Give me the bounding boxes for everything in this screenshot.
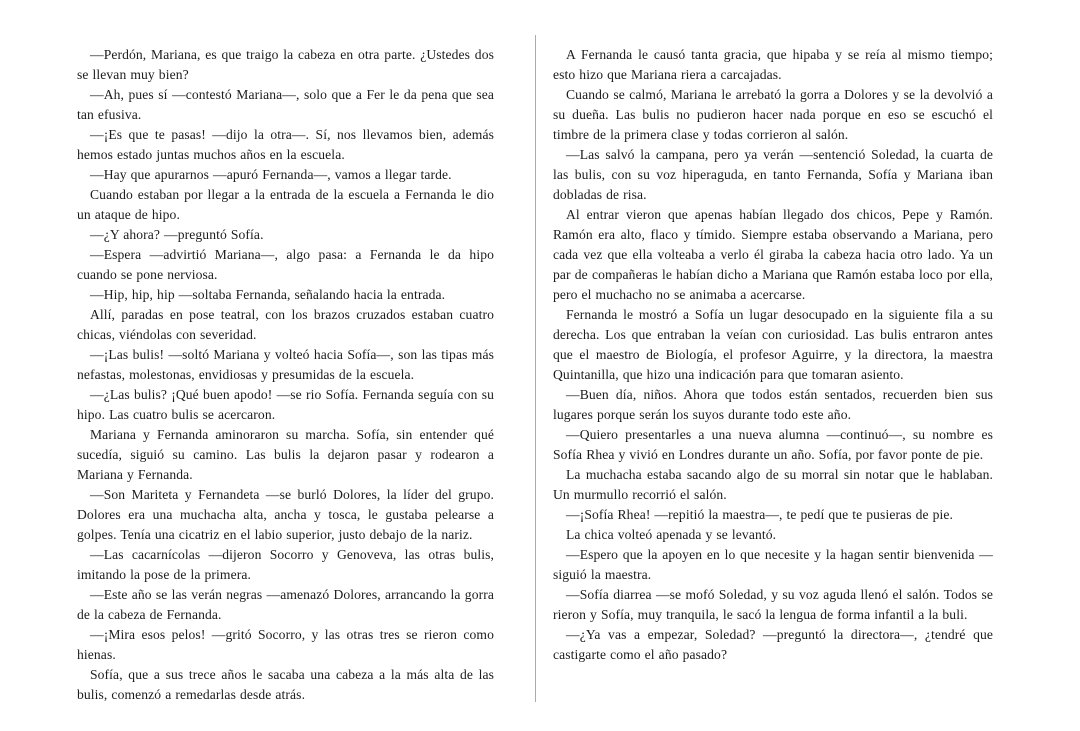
paragraph: —Hay que apurarnos —apuró Fernanda—, vamos a llegar tarde. [90, 167, 452, 182]
paragraph: Sofía, que a sus trece años le sacaba una cabeza a la más alta de las bulis, comenzó a remedarlas desde atrás. [77, 667, 494, 702]
paragraph: La muchacha estaba sacando algo de su morral sin notar que le hablaban. Un murmullo recorrió el salón. [553, 467, 993, 502]
paragraph: —Las salvó la campana, pero ya verán —sentenció Soledad, la cuarta de las bulis, con su voz hiperaguda, en tanto Fernanda, Sofía y Mariana iban dobladas de risa. [553, 147, 993, 202]
paragraph: A Fernanda le causó tanta gracia, que hipaba y se reía al mismo tiempo; esto hizo que Mariana riera a carcajadas. [553, 47, 993, 82]
paragraph: Al entrar vieron que apenas habían llegado dos chicos, Pepe y Ramón. Ramón era alto, flaco y tímido. Siempre estaba observando a Mariana, pero cada vez que ella volteaba a verlo él giraba la cabeza hacia otro lado. Ya un par de compañeras le habían dicho a Mariana que Ramón estaba loco por ella, pero el muchacho no se animaba a acercarse. [553, 207, 993, 302]
paragraph: —Sofía diarrea —se mofó Soledad, y su voz aguda llenó el salón. Todos se rieron y Sofía, muy tranquila, le sacó la lengua de forma infantil a la buli. [553, 587, 993, 622]
paragraph: —Espero que la apoyen en lo que necesite y la hagan sentir bienvenida —siguió la maestra. [553, 547, 993, 582]
page-right[interactable] [553, 45, 993, 665]
paragraph: Cuando se calmó, Mariana le arrebató la gorra a Dolores y se la devolvió a su dueña. Las bulis no pudieron hacer nada porque en eso se escuchó el timbre de la primera clase y todas corrieron al salón. [553, 87, 993, 142]
page-left[interactable] [77, 45, 494, 705]
paragraph: —¿Ya vas a empezar, Soledad? —preguntó la directora—, ¿tendré que castigarte como el año pasado? [553, 627, 993, 662]
paragraph: —¿Y ahora? —preguntó Sofía. [90, 227, 264, 242]
paragraph: —¡Sofía Rhea! —repitió la maestra—, te pedí que te pusieras de pie. [566, 507, 954, 522]
paragraph: —¡Las bulis! —soltó Mariana y volteó hacia Sofía—, son las tipas más nefastas, molestonas, envidiosas y presumidas de la escuela. [77, 347, 494, 382]
paragraph: Mariana y Fernanda aminoraron su marcha. Sofía, sin entender qué sucedía, siguió su camino. Las bulis la dejaron pasar y rodearon a Mariana y Fernanda. [77, 427, 494, 482]
paragraph: —¡Es que te pasas! —dijo la otra—. Sí, nos llevamos bien, además hemos estado juntas muchos años en la escuela. [77, 127, 494, 162]
paragraph: Fernanda le mostró a Sofía un lugar desocupado en la siguiente fila a su derecha. Los que entraban la veían con curiosidad. Las bulis entraron antes que el maestro de Biología, el profesor Aguirre, y la directora, la maestra Quintanilla, que hizo una indicación para que tomaran asiento. [553, 307, 993, 382]
paragraph: —Las cacarnícolas —dijeron Socorro y Genoveva, las otras bulis, imitando la pose de la primera. [77, 547, 494, 582]
paragraph: —Ah, pues sí —contestó Mariana—, solo que a Fer le da pena que sea tan efusiva. [77, 87, 494, 122]
paragraph: —Quiero presentarles a una nueva alumna —continuó—, su nombre es Sofía Rhea y vivió en Londres durante un año. Sofía, por favor ponte de pie. [553, 427, 993, 462]
paragraph: La chica volteó apenada y se levantó. [566, 527, 777, 542]
paragraph: —Perdón, Mariana, es que traigo la cabeza en otra parte. ¿Ustedes dos se llevan muy bien? [77, 47, 494, 82]
paragraph: —Son Mariteta y Fernandeta —se burló Dolores, la líder del grupo. Dolores era una muchacha alta, ancha y tosca, le gustaba pelearse a golpes. Tenía una cicatriz en el labio superior, justo debajo de la nariz. [77, 487, 494, 542]
paragraph: —Este año se las verán negras —amenazó Dolores, arrancando la gorra de la cabeza de Fernanda. [77, 587, 494, 622]
paragraph: —Buen día, niños. Ahora que todos están sentados, recuerden bien sus lugares porque serán los suyos durante todo este año. [553, 387, 993, 422]
paragraph: —¿Las bulis? ¡Qué buen apodo! —se rio Sofía. Fernanda seguía con su hipo. Las cuatro bulis se acercaron. [77, 387, 494, 422]
paragraph: Cuando estaban por llegar a la entrada de la escuela a Fernanda le dio un ataque de hipo. [77, 187, 494, 222]
paragraph: —Hip, hip, hip —soltaba Fernanda, señalando hacia la entrada. [90, 287, 446, 302]
page-divider [535, 35, 536, 702]
paragraph: —¡Mira esos pelos! —gritó Socorro, y las otras tres se rieron como hienas. [77, 627, 494, 662]
paragraph: Allí, paradas en pose teatral, con los brazos cruzados estaban cuatro chicas, viéndolas con severidad. [77, 307, 494, 342]
paragraph: —Espera —advirtió Mariana—, algo pasa: a Fernanda le da hipo cuando se pone nerviosa. [77, 247, 494, 282]
